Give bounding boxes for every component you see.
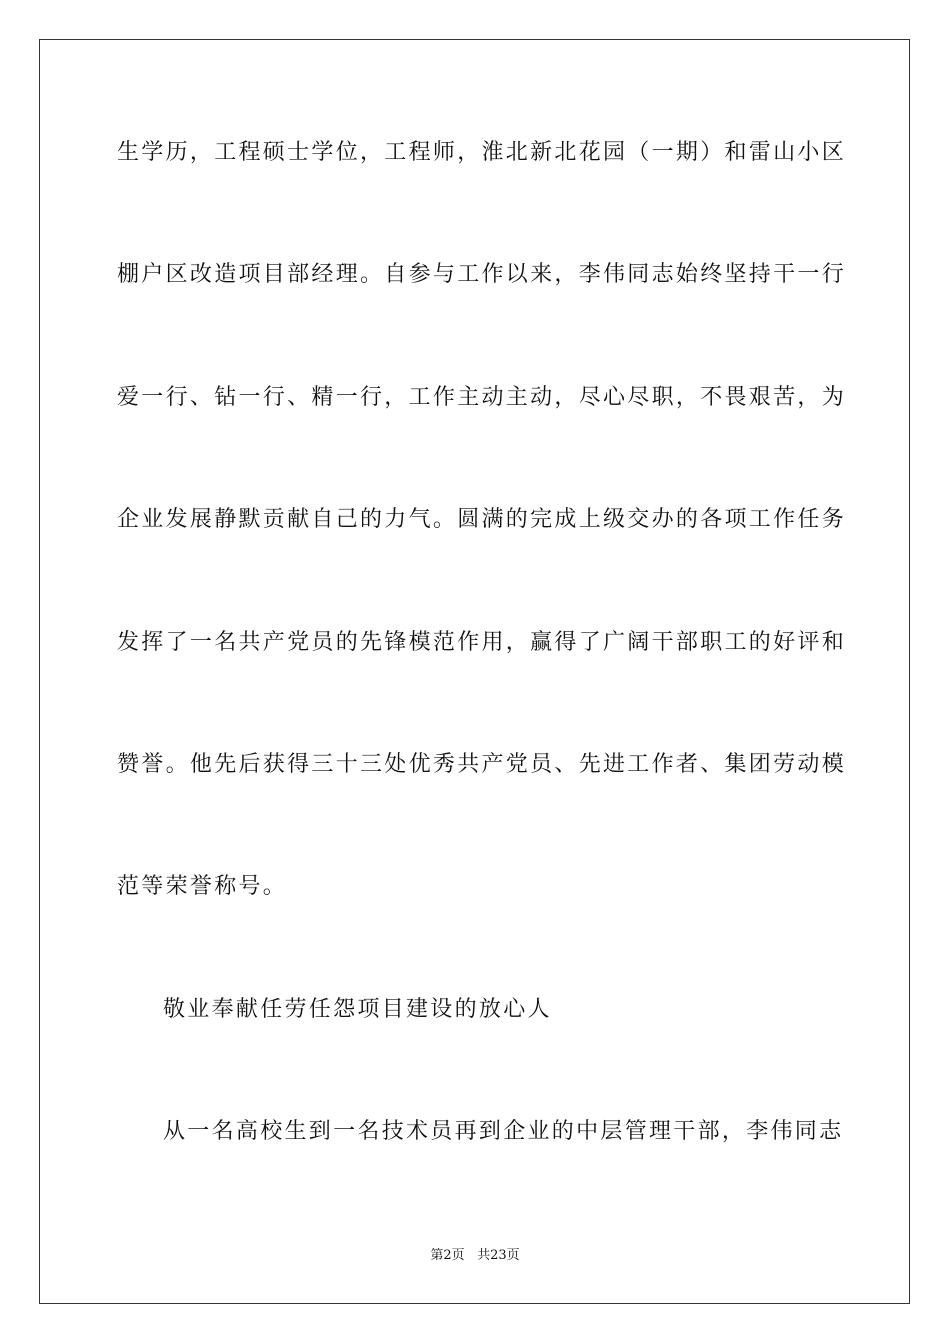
page-footer [0,1247,950,1265]
section-heading: 敬业奉献任劳任怨项目建设的放心人 [163,997,552,1022]
text-line-2: 棚户区改造项目部经理。自参与工作以来，李伟同志始终坚持干一行 [117,262,847,287]
text-line-5: 发挥了一名共产党员的先锋模范作用，赢得了广阔干部职工的好评和 [117,630,847,655]
text-line-8: 从一名高校生到一名技术员再到企业的中层管理干部，李伟同志 [163,1119,844,1144]
text-line-1: 生学历，工程硕士学位，工程师，淮北新北花园（一期）和雷山小区 [117,140,847,165]
text-line-3: 爱一行、钻一行、精一行，工作主动主动，尽心尽职，不畏艰苦，为 [117,385,847,410]
text-line-7: 范等荣誉称号。 [117,874,288,899]
text-line-4: 企业发展静默贡献自己的力气。圆满的完成上级交办的各项工作任务 [117,507,847,532]
page-number: 第2页 [430,1248,465,1263]
page-border [39,39,910,1304]
text-line-6: 赞誉。他先后获得三十三处优秀共产党员、先进工作者、集团劳动模 [117,752,847,777]
page-total: 共23页 [477,1248,520,1263]
